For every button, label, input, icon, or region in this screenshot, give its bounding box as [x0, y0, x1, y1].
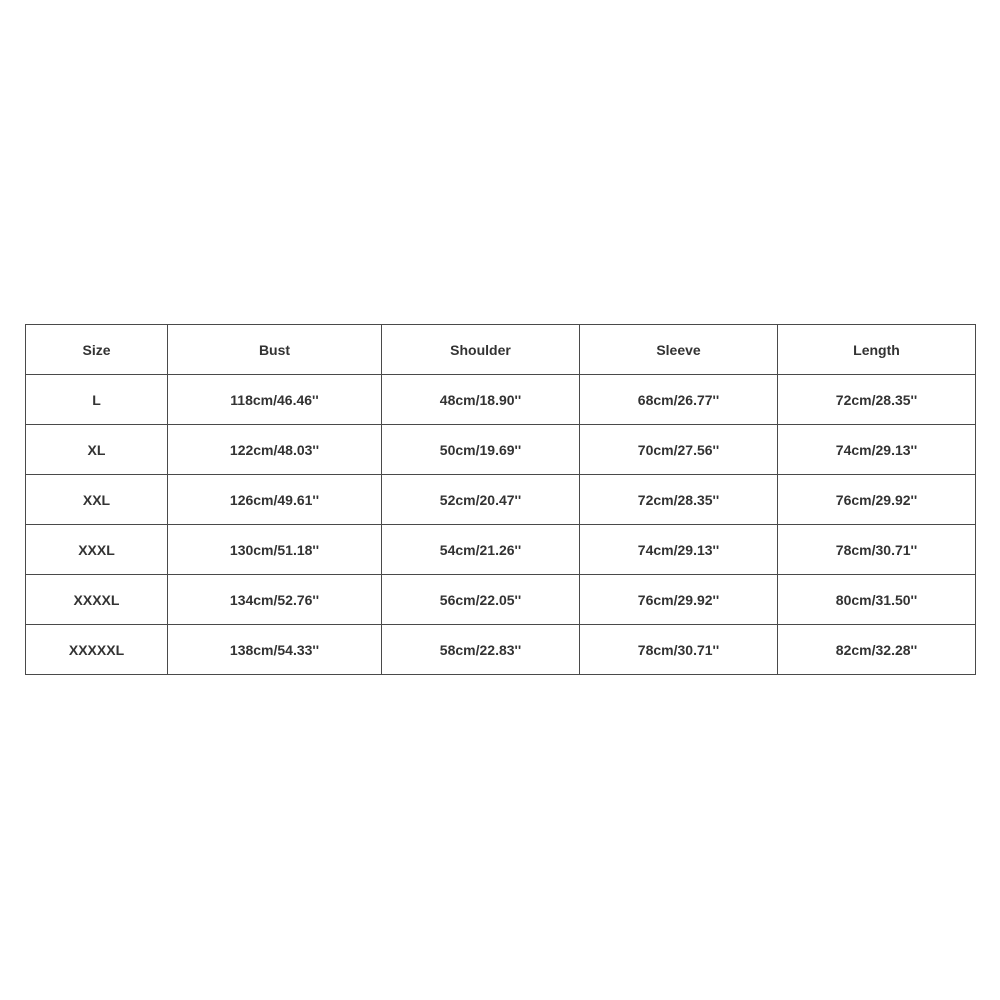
cell-sleeve: 74cm/29.13'' — [580, 525, 778, 575]
header-bust: Bust — [168, 325, 382, 375]
cell-length: 74cm/29.13'' — [778, 425, 976, 475]
cell-size: XXXXL — [26, 575, 168, 625]
table-body — [26, 375, 976, 675]
cell-shoulder: 52cm/20.47'' — [382, 475, 580, 525]
table-row — [26, 475, 976, 525]
cell-shoulder: 56cm/22.05'' — [382, 575, 580, 625]
header-row — [26, 325, 976, 375]
cell-sleeve: 76cm/29.92'' — [580, 575, 778, 625]
header-length: Length — [778, 325, 976, 375]
header-sleeve: Sleeve — [580, 325, 778, 375]
cell-length: 82cm/32.28'' — [778, 625, 976, 675]
cell-shoulder: 48cm/18.90'' — [382, 375, 580, 425]
cell-bust: 130cm/51.18'' — [168, 525, 382, 575]
cell-bust: 138cm/54.33'' — [168, 625, 382, 675]
cell-length: 76cm/29.92'' — [778, 475, 976, 525]
cell-size: XXXL — [26, 525, 168, 575]
header-size: Size — [26, 325, 168, 375]
cell-length: 72cm/28.35'' — [778, 375, 976, 425]
cell-sleeve: 72cm/28.35'' — [580, 475, 778, 525]
table-row — [26, 375, 976, 425]
cell-bust: 126cm/49.61'' — [168, 475, 382, 525]
table-header — [26, 325, 976, 375]
cell-bust: 122cm/48.03'' — [168, 425, 382, 475]
cell-length: 78cm/30.71'' — [778, 525, 976, 575]
size-chart-table — [25, 324, 976, 675]
cell-shoulder: 54cm/21.26'' — [382, 525, 580, 575]
cell-bust: 134cm/52.76'' — [168, 575, 382, 625]
cell-size: XXL — [26, 475, 168, 525]
cell-size: XXXXXL — [26, 625, 168, 675]
cell-sleeve: 78cm/30.71'' — [580, 625, 778, 675]
cell-length: 80cm/31.50'' — [778, 575, 976, 625]
table-row — [26, 425, 976, 475]
cell-size: XL — [26, 425, 168, 475]
header-shoulder: Shoulder — [382, 325, 580, 375]
table-row — [26, 575, 976, 625]
cell-sleeve: 70cm/27.56'' — [580, 425, 778, 475]
table-row — [26, 625, 976, 675]
cell-shoulder: 50cm/19.69'' — [382, 425, 580, 475]
cell-shoulder: 58cm/22.83'' — [382, 625, 580, 675]
cell-size: L — [26, 375, 168, 425]
cell-bust: 118cm/46.46'' — [168, 375, 382, 425]
cell-sleeve: 68cm/26.77'' — [580, 375, 778, 425]
table-row — [26, 525, 976, 575]
